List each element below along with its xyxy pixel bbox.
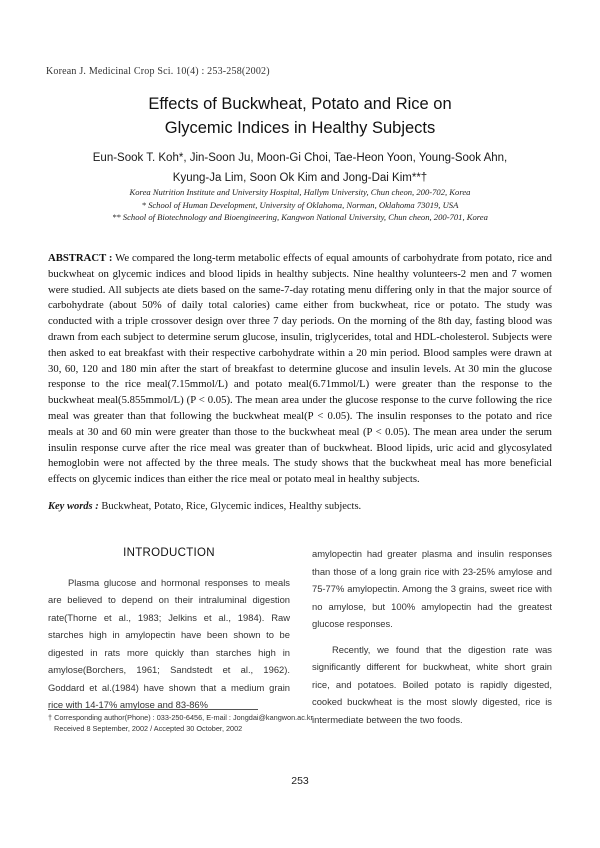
paper-title-line2: Glycemic Indices in Healthy Subjects — [164, 119, 436, 137]
left-column — [48, 545, 290, 714]
affiliation-3: ** School of Biotechnology and Bioengineering, Kangwon National University, Chun cheon, 200-701, Korea — [112, 212, 488, 222]
footnotes — [48, 712, 552, 734]
abstract — [48, 251, 552, 488]
journal-header: Korean J. Medicinal Crop Sci. 10(4) : 253-258(2002) — [46, 66, 270, 77]
right-column — [312, 545, 552, 728]
introduction-heading: INTRODUCTION — [123, 547, 215, 559]
footnote-divider — [48, 709, 258, 710]
affiliations — [0, 186, 600, 224]
intro-paragraph-1: Plasma glucose and hormonal responses to meals are believed to depend on their intraluminal digestion rate(Thorne et al., 1983; Jelkins et al., 1984). Raw starches high in amylopectin have been shown to be digested in rats more quickly than starches high in amylose(Borchers, 1961; Sandstedt et al., 1962). Goddard et al.(1984) have shown that a medium grain rice with 14-17% amylose and 83-86% — [48, 576, 290, 710]
abstract-label: ABSTRACT : — [48, 252, 113, 264]
authors-line1: Eun-Sook T. Koh*, Jin-Soon Ju, Moon-Gi Choi, Tae-Heon Yoon, Young-Sook Ahn, — [92, 152, 508, 164]
keywords-text: Buckwheat, Potato, Rice, Glycemic indices, Healthy subjects. — [101, 501, 362, 512]
paper-title-line1: Effects of Buckwheat, Potato and Rice on — [148, 95, 452, 113]
footnote-received-date: Received 8 September, 2002 / Accepted 30 October, 2002 — [54, 724, 243, 733]
authors-line2: Kyung-Ja Lim, Soon Ok Kim and Jong-Dai Kim**† — [172, 172, 428, 184]
right-paragraph-2: Recently, we found that the digestion rate was significantly different for buckwheat, white short grain rice, and potatoes. Boiled potato is rapidly digested, cooked buckwheat is the most slowly digested, rice is intermediate between the two foods. — [312, 643, 552, 725]
authors — [0, 148, 600, 188]
affiliation-1: Korea Nutrition Institute and University Hospital, Hallym University, Chun cheon, 200-702, Korea — [129, 187, 471, 197]
footnote-corresponding-author: † Corresponding author(Phone) : 033-250-6456, E-mail : Jongdai@kangwon.ac.kr — [48, 713, 313, 722]
page-number: 253 — [291, 775, 309, 787]
keywords-label: Key words : — [48, 501, 99, 512]
abstract-text: We compared the long-term metabolic effects of equal amounts of carbohydrate from potato, rice and buckwheat on glycemic indices and blood lipids in healthy subjects. Nine healthy volunteers-2 men and 7 women were studied. All subjects ate diets based on the same-7-day rotating menu differing only in that the major source of carbohydrate (about 50% of daily total calories) came either from buckwheat, rice or potato. The study was conducted with a triple crossover design over three 7 day periods. On the morning of the 8th day, fasting blood was drawn from each subject to determine serum glucose, insulin, triglycerides, total and HDL-cholesterol. Subjects were then asked to eat breakfast with their respective carbohydrate within a 20 min period. Blood samples were drawn at 30, 60, 120 and 180 min after the start of breakfast to determine glucose and insulin levels. At 30 min the glucose response to the rice meal(7.15mmol/L) and potato meal(6.71mmol/L) were greater than the response to the buckwheat meal(5.855mmol/L) (P < 0.05). The mean area under the glucose response to the curve following the rice meal was greater than that following the buckwheat meal(P < 0.05). The insulin responses to the potato and rice meals at 30 and 60 min were greater than those to the buckwheat meal (P < 0.05). The mean area under the serum insulin response curve after the rice meal was greater than of buckwheat. Blood lipids, uric acid and glycosylated hemoglobin were not affected by the three meals. The study shows that the buckwheat meal has more beneficial effects on glycemic indices than either the rice meal or potato meal in healthy subjects. — [48, 252, 552, 486]
affiliation-2: * School of Human Development, University of Oklahoma, Norman, Oklahoma 73019, USA — [141, 199, 459, 210]
right-paragraph-1: amylopectin had greater plasma and insulin responses than those of a long grain rice with 23-25% amylose and 75-77% amylopectin. Among the 3 grains, sweet rice with no amylose, but 100% amylopectin had the greatest glucose responses. — [312, 548, 552, 629]
title-block — [0, 92, 600, 140]
keywords — [48, 500, 552, 514]
